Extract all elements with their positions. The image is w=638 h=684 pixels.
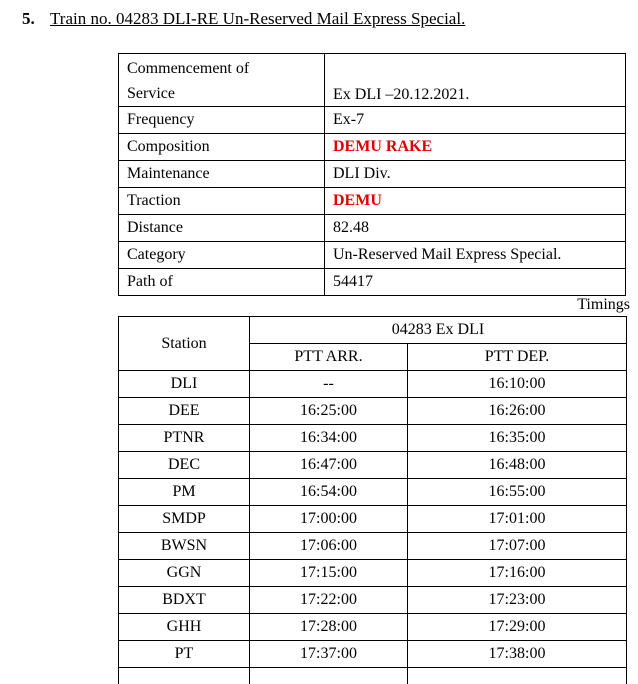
timing-cell-empty [119,668,250,684]
timing-cell-dep: 17:38:00 [408,641,627,668]
section-number: 5. [22,9,35,28]
timing-header-row-1 [119,317,627,344]
frequency-label: Frequency [119,107,325,134]
timing-cell-station: PT [119,641,250,668]
timing-cell-dep: 17:16:00 [408,560,627,587]
timing-table [118,316,627,684]
info-row-traction [119,188,626,215]
table-row [119,614,627,641]
timing-cell-station: DEE [119,398,250,425]
timing-cell-arr: 17:28:00 [250,614,408,641]
section-title: Train no. 04283 DLI-RE Un-Reserved Mail Express Special. [50,9,466,28]
timing-cell-station: DEC [119,452,250,479]
timing-cell-station: GGN [119,560,250,587]
timing-cell-station: PM [119,479,250,506]
timing-cell-arr: 17:00:00 [250,506,408,533]
timing-cell-dep: 16:48:00 [408,452,627,479]
path-value: 54417 [325,269,626,296]
timing-cell-station: BDXT [119,587,250,614]
timing-cell-station: BWSN [119,533,250,560]
commencement-value: Ex DLI –20.12.2021. [325,54,626,107]
table-row [119,371,627,398]
table-row [119,452,627,479]
timing-cell-station: SMDP [119,506,250,533]
info-row-commencement [119,54,626,107]
category-value: Un-Reserved Mail Express Special. [325,242,626,269]
timing-cell-arr: 16:34:00 [250,425,408,452]
timing-cell-arr: 17:15:00 [250,560,408,587]
timing-cell-dep: 17:07:00 [408,533,627,560]
table-row [119,479,627,506]
timing-cell-arr: 17:22:00 [250,587,408,614]
train-header: 04283 Ex DLI [250,317,627,344]
commencement-label-line2: Service [127,85,175,102]
info-row-frequency [119,107,626,134]
maintenance-value: DLI Div. [325,161,626,188]
maintenance-label: Maintenance [119,161,325,188]
timing-cell-station: GHH [119,614,250,641]
table-row [119,425,627,452]
table-row [119,641,627,668]
timing-cell-arr: 17:06:00 [250,533,408,560]
distance-value: 82.48 [325,215,626,242]
info-row-maintenance [119,161,626,188]
timings-label: Timings [577,296,630,313]
timing-cell-dep: 16:55:00 [408,479,627,506]
info-row-distance [119,215,626,242]
composition-label: Composition [119,134,325,161]
category-label: Category [119,242,325,269]
timing-cell-dep: 16:35:00 [408,425,627,452]
timing-cell-empty [408,668,627,684]
timing-cell-station: PTNR [119,425,250,452]
frequency-value: Ex-7 [325,107,626,134]
distance-label: Distance [119,215,325,242]
timing-body [119,371,627,684]
timing-cell-arr: -- [250,371,408,398]
station-header: Station [119,317,250,371]
table-row [119,506,627,533]
info-row-category [119,242,626,269]
info-row-composition [119,134,626,161]
timing-cell-arr: 16:54:00 [250,479,408,506]
table-row [119,533,627,560]
timing-cell-dep: 17:01:00 [408,506,627,533]
traction-value: DEMU [325,188,626,215]
timing-cell-dep: 17:23:00 [408,587,627,614]
arr-header: PTT ARR. [250,344,408,371]
timing-cell-dep: 17:29:00 [408,614,627,641]
table-row [119,560,627,587]
composition-value: DEMU RAKE [325,134,626,161]
commencement-label-line1: Commencement of [127,60,250,77]
table-row [119,398,627,425]
timing-cell-empty [250,668,408,684]
timing-cell-arr: 17:37:00 [250,641,408,668]
timing-cell-station: DLI [119,371,250,398]
timing-cell-arr: 16:25:00 [250,398,408,425]
commencement-label [119,54,325,107]
path-label: Path of [119,269,325,296]
info-row-path [119,269,626,296]
traction-label: Traction [119,188,325,215]
table-row [119,587,627,614]
timing-cell-dep: 16:26:00 [408,398,627,425]
section-heading [22,9,465,29]
timing-cell-dep: 16:10:00 [408,371,627,398]
table-row-cutoff [119,668,627,684]
dep-header: PTT DEP. [408,344,627,371]
timing-cell-arr: 16:47:00 [250,452,408,479]
train-info-table [118,53,626,296]
